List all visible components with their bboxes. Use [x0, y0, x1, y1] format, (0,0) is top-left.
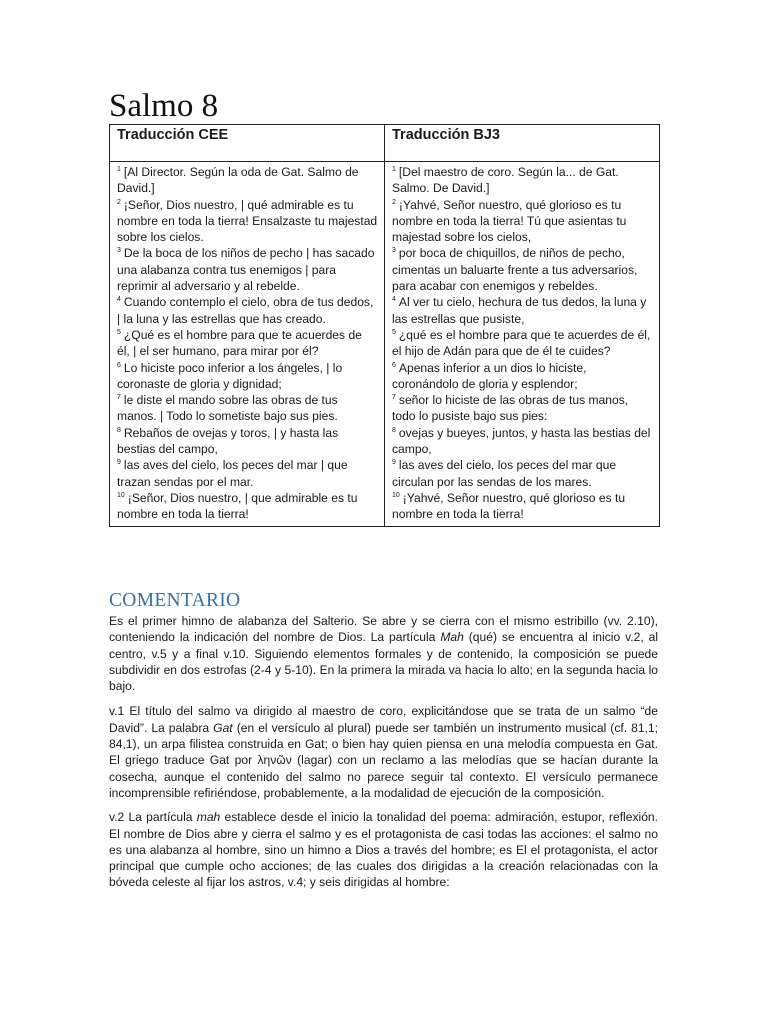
verse-number: 7 — [117, 394, 121, 402]
verse — [117, 294, 378, 327]
column-header-cee: Traducción CEE — [110, 125, 385, 162]
verse-text: Apenas inferior a un dios lo hiciste, coronándolo de gloria y esplendor; — [392, 360, 587, 391]
verse — [117, 327, 378, 360]
verse-number: 4 — [117, 296, 121, 304]
verse-text: Rebaños de ovejas y toros, | y hasta las bestias del campo, — [117, 425, 339, 457]
verse — [392, 245, 653, 294]
verse — [392, 327, 653, 360]
page-title: Salmo 8 — [109, 88, 219, 124]
commentary-heading: COMENTARIO — [109, 590, 241, 611]
commentary-paragraph — [109, 809, 658, 890]
text-run: establece desde el inicio la tonalidad del poema: admiración, estupor, reflexión. El nombre de Dios abre y cierra el salmo y es el protagonista de casi todas las acciones: el salmo no es una alabanza al hombre, sino un himno a Dios a través del hombre; es El el protagonista, el actor principal que cumple ocho acciones; de las cuales dos dirigidas a la creación relacionadas con la bóveda celeste al fijar los astros, v.4; y seis dirigidas al hombre: — [109, 810, 659, 890]
verse-text: le diste el mando sobre las obras de tus manos. | Todo lo sometiste bajo sus pies. — [117, 393, 338, 424]
verse — [117, 457, 378, 490]
text-run: Es el primer himno de alabanza del Salterio. Se abre y se cierra con el mismo estribillo (vv. 2.10), conteniendo la indicación del nombre de Dios. La partícula — [109, 614, 658, 645]
verse-number: 8 — [117, 426, 121, 434]
verse-number: 9 — [392, 459, 396, 467]
verse-text: señor lo hiciste de las obras de tus manos, todo lo pusiste bajo sus pies: — [392, 393, 629, 424]
verse-number: 7 — [392, 394, 396, 402]
italic-term: Mah — [440, 630, 464, 645]
verse-text: ¿qué es el hombre para que te acuerdes de él, el hijo de Adán para que de él te cuides? — [392, 327, 651, 359]
verse-text: De la boca de los niños de pecho | has sacado una alabanza contra tus enemigos | para reprimir al adversario y al rebelde. — [117, 246, 375, 294]
verse — [117, 360, 378, 393]
verse-number: 3 — [392, 247, 396, 255]
verse-number: 6 — [117, 361, 121, 369]
verse-text: ¡Señor, Dios nuestro, | qué admirable es tu nombre en toda la tierra! Ensalzaste tu majestad sobre los cielos. — [117, 197, 378, 245]
text-run: v.1 El título del salmo va dirigido al maestro de coro, explicitándose que se trata de un salmo “de David”. La palabra — [109, 704, 658, 735]
verse — [117, 425, 378, 458]
verse-number: 5 — [117, 328, 121, 336]
verse-text: ovejas y bueyes, juntos, y hasta las bestias del campo, — [392, 425, 651, 457]
column-header-bj3: Traducción BJ3 — [385, 125, 660, 162]
verse-number: 4 — [392, 296, 396, 304]
verse — [392, 164, 653, 197]
translation-table — [109, 124, 660, 527]
verse-number: 1 — [117, 166, 121, 173]
verse — [392, 294, 653, 327]
verse-text: por boca de chiquillos, de niños de pecho, cimentas un baluarte frente a tus adversarios, para acabar con enemigos y rebeldes. — [392, 246, 638, 294]
verse — [117, 245, 378, 294]
verse-number: 3 — [117, 247, 121, 255]
text-run: v.2 La partícula — [109, 810, 197, 825]
verse-number: 10 — [392, 491, 400, 499]
commentary-paragraph — [109, 613, 658, 694]
verse — [392, 490, 653, 523]
verse-text: ¿Qué es el hombre para que te acuerdes de él, | el ser humano, para mirar por él? — [117, 327, 362, 359]
verse — [392, 392, 653, 425]
commentary-body — [109, 613, 658, 900]
verse-text: las aves del cielo, los peces del mar que circulan por las sendas de los mares. — [392, 458, 617, 489]
verse-number: 2 — [392, 198, 396, 206]
text-run: (qué) se encuentra al inicio v.2, al centro, v.5 y a final v.10. Siguiendo elementos formales y de contenido, la composición se puede subdividir en dos estrofas (2-4 y 5-10). En la primera la mirada va hacia lo alto; en la segunda hacia lo bajo. — [109, 630, 659, 694]
italic-term: mah — [196, 810, 221, 825]
verse-text: Lo hiciste poco inferior a los ángeles, | lo coronaste de gloria y dignidad; — [117, 360, 343, 391]
verse — [392, 425, 653, 458]
verse-text: [Al Director. Según la oda de Gat. Salmo de David.] — [117, 165, 359, 196]
verse-number: 5 — [392, 328, 396, 336]
verse-text: las aves del cielo, los peces del mar | que trazan sendas por el mar. — [117, 458, 348, 489]
verse — [117, 490, 378, 523]
verse — [117, 164, 378, 197]
commentary-paragraph — [109, 703, 658, 801]
verse — [392, 197, 653, 246]
verse-number: 6 — [392, 361, 396, 369]
verse-text: [Del maestro de coro. Según la... de Gat. Salmo. De David.] — [392, 165, 619, 196]
text-run: (en el versículo al plural) puede ser también un instrumento musical (cf. 81,1; 84,1), un arpa filistea construida en Gat; o bien hay quien piensa en una melodía compuesta en Gat. El griego traduce Gat por ληνῶν (lagar) con un reclamo a las melodías que se hacían durante la cosecha, aunque el contenido del salmo no parece seguir tal contexto. El versículo permanece incomprensible refiriéndose, probablemente, a la modalidad de ejecución de la composición. — [109, 720, 659, 800]
cee-translation-cell — [110, 162, 385, 527]
verse-number: 10 — [117, 491, 125, 499]
table-header-row — [110, 125, 660, 162]
verse-text: ¡Yahvé, Señor nuestro, qué glorioso es tu nombre en toda la tierra! Tú que asientas tu majestad sobre los cielos, — [392, 197, 627, 245]
verse-number: 8 — [392, 426, 396, 434]
bj3-translation-cell — [385, 162, 660, 527]
verse-text: ¡Yahvé, Señor nuestro, qué glorioso es tu nombre en toda la tierra! — [392, 490, 626, 522]
verse — [117, 392, 378, 425]
verse-number: 2 — [117, 198, 121, 206]
verse-text: Cuando contemplo el cielo, obra de tus dedos, | la luna y las estrellas que has creado. — [117, 295, 374, 326]
verse-number: 1 — [392, 166, 396, 173]
verse — [392, 457, 653, 490]
verse-text: ¡Señor, Dios nuestro, | que admirable es tu nombre en toda la tierra! — [117, 490, 358, 522]
verse-text: Al ver tu cielo, hechura de tus dedos, la luna y las estrellas que pusiste, — [392, 295, 647, 326]
italic-term: Gat — [213, 720, 233, 735]
table-body-row — [110, 162, 660, 527]
verse — [392, 360, 653, 393]
verse — [117, 197, 378, 246]
verse-number: 9 — [117, 459, 121, 467]
